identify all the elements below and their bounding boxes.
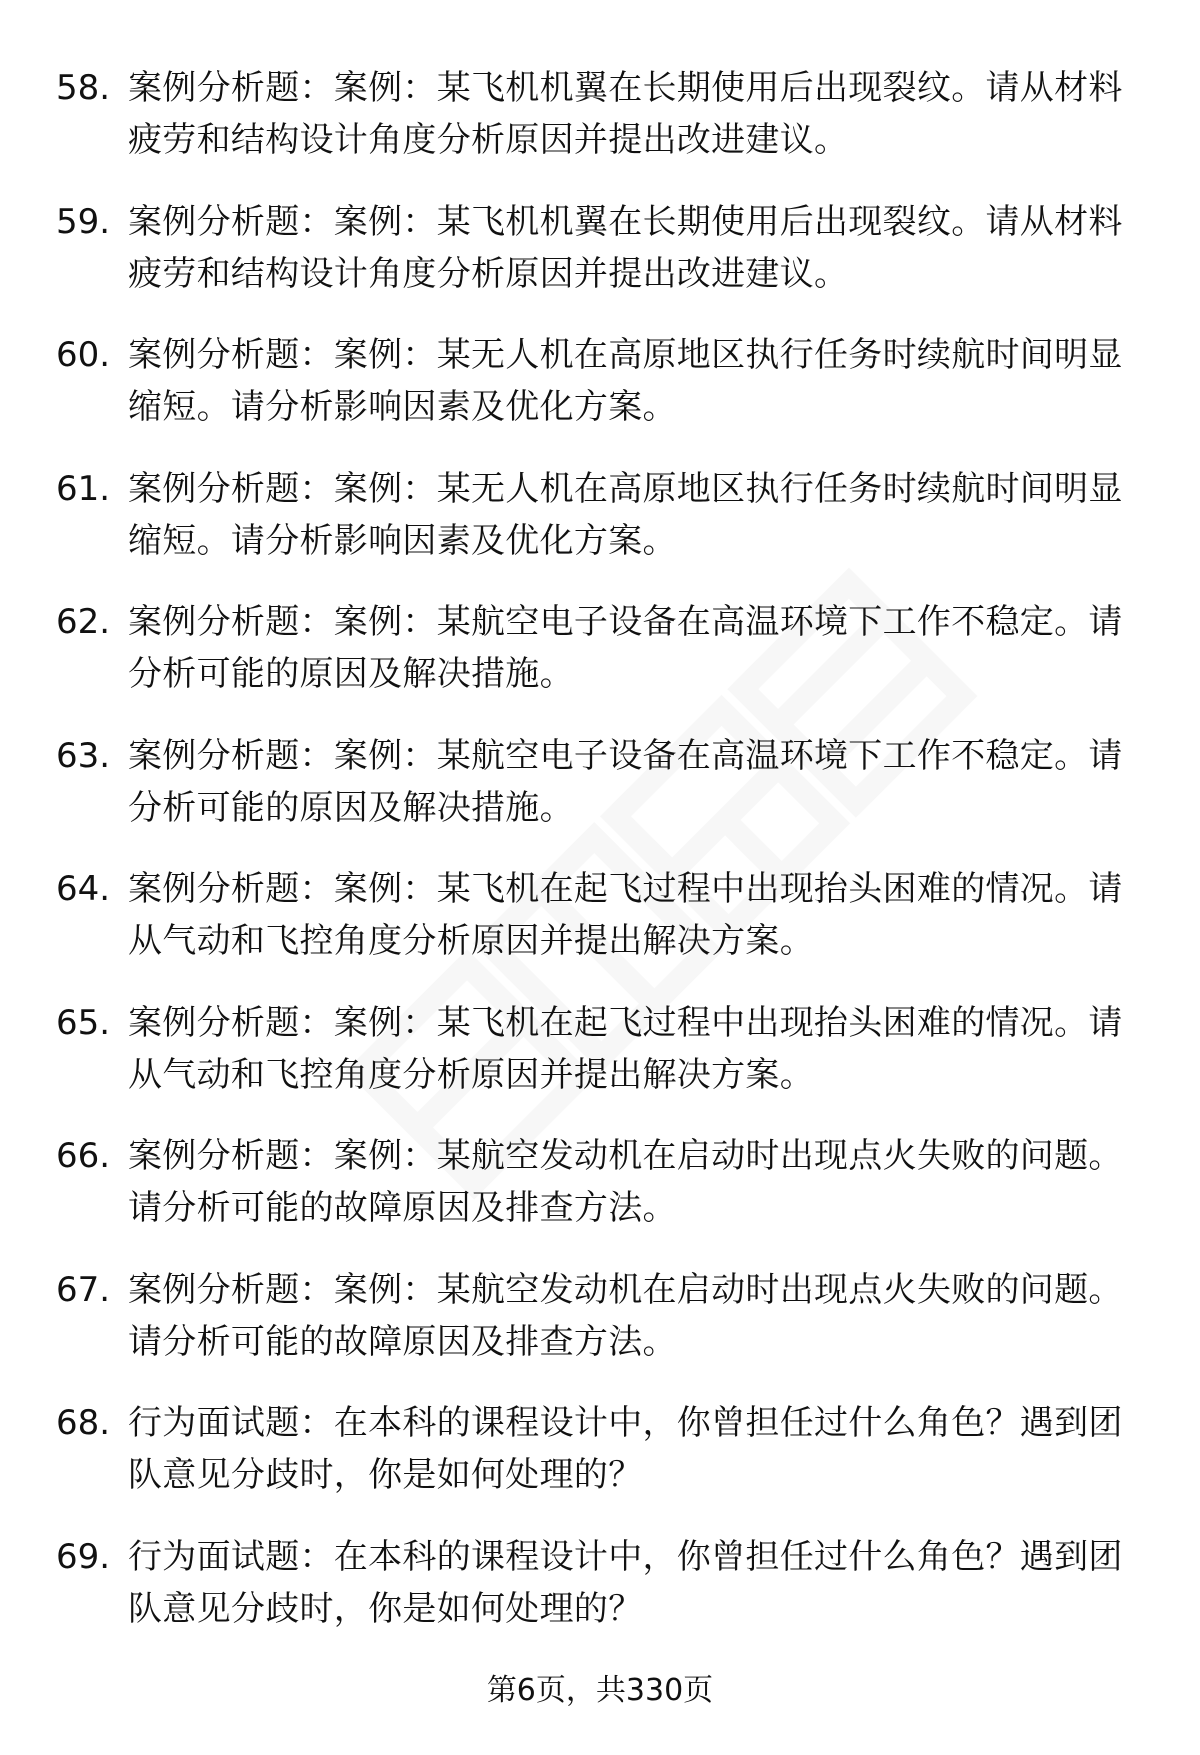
question-text: 行为面试题：在本科的课程设计中，你曾担任过什么角色？遇到团队意见分歧时，你是如何处理的？ [128, 1536, 1123, 1629]
question-text: 案例分析题：案例：某航空发动机在启动时出现点火失败的问题。请分析可能的故障原因及排查方法。 [128, 1136, 1123, 1228]
question-text: 案例分析题：案例：某无人机在高原地区执行任务时续航时间明显缩短。请分析影响因素及优化方案。 [128, 468, 1123, 561]
question-text: 案例分析题：案例：某航空电子设备在高温环境下工作不稳定。请分析可能的原因及解决措施。 [128, 602, 1123, 694]
question-number: 66. [56, 1136, 111, 1176]
question-text: 案例分析题：案例：某航空发动机在启动时出现点火失败的问题。请分析可能的故障原因及排查方法。 [128, 1269, 1123, 1362]
question-number: 62. [56, 602, 111, 642]
question-item [56, 1130, 1146, 1264]
question-list [56, 62, 1146, 1664]
page-footer: 第6页，共330页 [486, 1673, 714, 1708]
question-text: 案例分析题：案例：某飞机机翼在长期使用后出现裂纹。请从材料疲劳和结构设计角度分析原因并提出改进建议。 [128, 68, 1123, 160]
question-item [56, 1397, 1146, 1531]
question-item [56, 196, 1146, 330]
question-number: 69. [56, 1536, 111, 1577]
question-item [56, 1531, 1146, 1665]
question-number: 64. [56, 869, 111, 909]
question-number: 61. [56, 468, 111, 509]
question-item [56, 730, 1146, 864]
question-number: 68. [56, 1403, 111, 1443]
question-number: 63. [56, 735, 111, 776]
question-item [56, 1264, 1146, 1398]
question-item [56, 463, 1146, 597]
question-text: 案例分析题：案例：某飞机机翼在长期使用后出现裂纹。请从材料疲劳和结构设计角度分析原因并提出改进建议。 [128, 201, 1123, 294]
question-number: 58. [56, 68, 111, 108]
question-item [56, 863, 1146, 997]
question-text: 行为面试题：在本科的课程设计中，你曾担任过什么角色？遇到团队意见分歧时，你是如何处理的？ [128, 1403, 1123, 1495]
question-number: 59. [56, 201, 111, 242]
question-number: 65. [56, 1002, 111, 1043]
question-item [56, 62, 1146, 196]
question-number: 67. [56, 1269, 111, 1310]
question-text: 案例分析题：案例：某飞机在起飞过程中出现抬头困难的情况。请从气动和飞控角度分析原因并提出解决方案。 [128, 1002, 1123, 1095]
question-text: 案例分析题：案例：某航空电子设备在高温环境下工作不稳定。请分析可能的原因及解决措施。 [128, 735, 1123, 828]
question-item [56, 596, 1146, 730]
question-text: 案例分析题：案例：某飞机在起飞过程中出现抬头困难的情况。请从气动和飞控角度分析原因并提出解决方案。 [128, 869, 1123, 961]
question-text: 案例分析题：案例：某无人机在高原地区执行任务时续航时间明显缩短。请分析影响因素及优化方案。 [128, 335, 1123, 427]
question-item [56, 329, 1146, 463]
question-item [56, 997, 1146, 1131]
question-number: 60. [56, 335, 111, 375]
